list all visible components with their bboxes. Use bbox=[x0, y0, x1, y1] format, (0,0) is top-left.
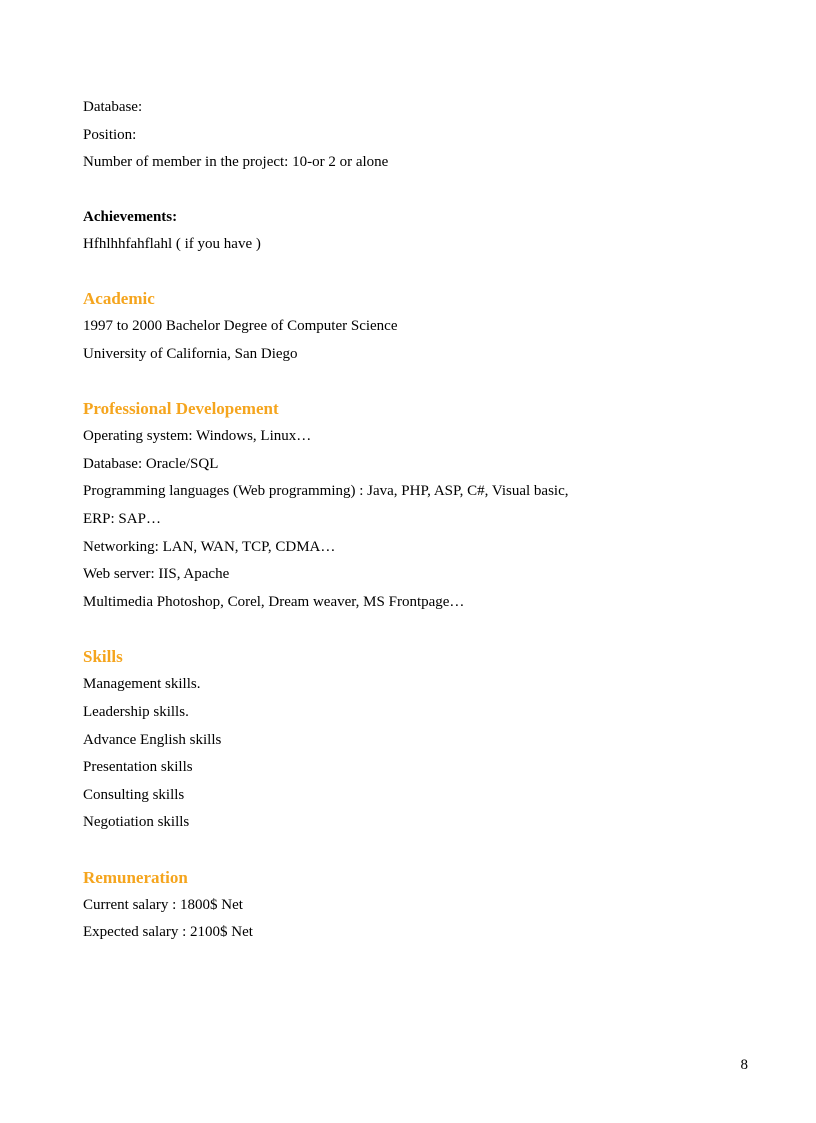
professional-line: Programming languages (Web programming) : Java, PHP, ASP, C#, Visual basic, bbox=[83, 483, 569, 500]
skills-line: Presentation skills bbox=[83, 759, 193, 776]
skills-line: Advance English skills bbox=[83, 731, 222, 748]
spacer bbox=[83, 177, 763, 204]
project-database-label: Database: bbox=[83, 99, 143, 115]
professional-line: Web server: IIS, Apache bbox=[83, 566, 230, 583]
academic-heading: Academic bbox=[83, 288, 155, 308]
achievements-title: Achievements: bbox=[83, 208, 178, 225]
professional-line: ERP: SAP… bbox=[83, 510, 161, 527]
professional-heading: Professional Developement bbox=[83, 399, 279, 419]
professional-line: Multimedia Photoshop, Corel, Dream weaver, MS Frontpage… bbox=[83, 593, 465, 610]
professional-line: Database: Oracle/SQL bbox=[83, 455, 219, 472]
project-position-label: Position: bbox=[83, 126, 137, 143]
skills-line: Management skills. bbox=[83, 676, 201, 693]
spacer bbox=[83, 837, 763, 864]
remuneration-line: Current salary : 1800$ Net bbox=[83, 896, 243, 913]
spacer bbox=[83, 616, 763, 643]
academic-line: University of California, San Diego bbox=[83, 345, 298, 362]
professional-line: Operating system: Windows, Linux… bbox=[83, 428, 312, 445]
skills-line: Negotiation skills bbox=[83, 814, 190, 831]
spacer bbox=[83, 259, 763, 285]
skills-line: Leadership skills. bbox=[83, 703, 189, 720]
spacer bbox=[83, 368, 763, 395]
skills-line: Consulting skills bbox=[83, 786, 185, 803]
skills-heading: Skills bbox=[83, 647, 123, 667]
professional-line: Networking: LAN, WAN, TCP, CDMA… bbox=[83, 538, 336, 555]
page-content bbox=[83, 94, 763, 947]
academic-line: 1997 to 2000 Bachelor Degree of Computer Science bbox=[83, 317, 398, 334]
remuneration-heading: Remuneration bbox=[83, 867, 188, 887]
project-members-label: Number of member in the project: 10-or 2 or alone bbox=[83, 154, 389, 171]
achievements-text: Hfhlhhfahflahl ( if you have ) bbox=[83, 236, 261, 253]
page-number: 8 bbox=[740, 1057, 748, 1073]
remuneration-line: Expected salary : 2100$ Net bbox=[83, 924, 253, 941]
